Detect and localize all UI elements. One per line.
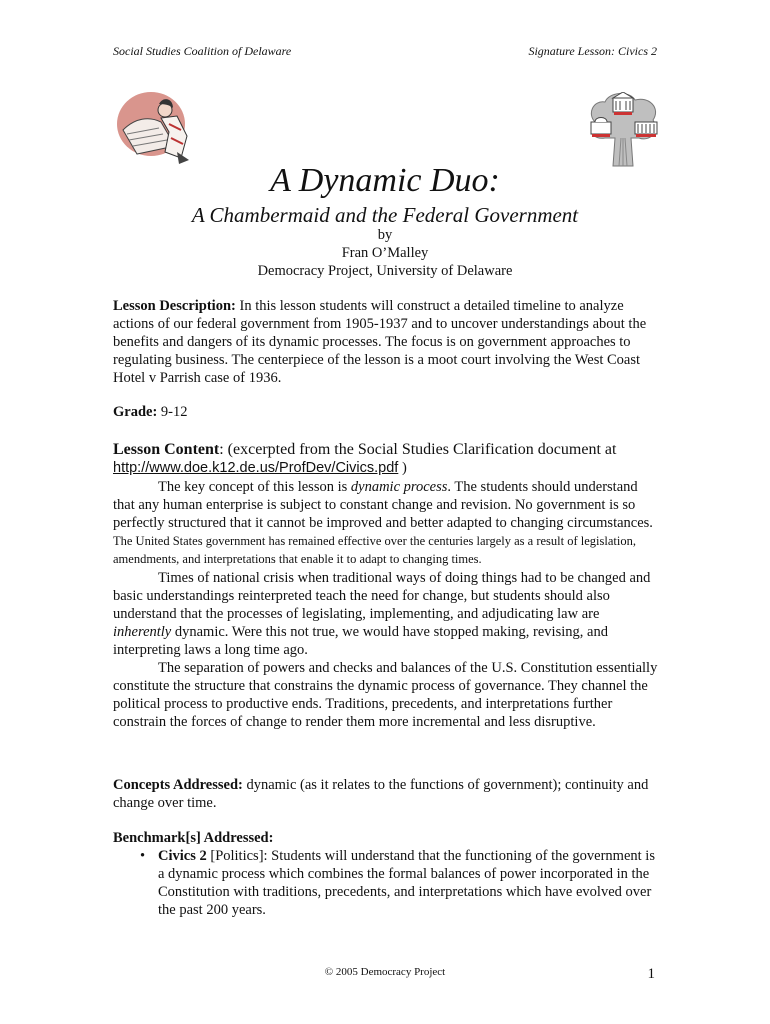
grade-value: 9-12 — [157, 404, 188, 420]
document-title: A Dynamic Duo: — [270, 162, 500, 199]
lesson-content — [113, 440, 661, 731]
running-header-right: Signature Lesson: Civics 2 — [528, 44, 657, 58]
concepts-label: Concepts Addressed: — [113, 777, 243, 793]
document-subtitle: A Chambermaid and the Federal Government — [191, 203, 579, 227]
clarification-document-link[interactable]: http://www.doe.k12.de.us/ProfDev/Civics.pdf — [113, 460, 399, 476]
concepts-text: dynamic (as it relates to the functions of government); continuity and change over time. — [113, 777, 649, 811]
concepts-addressed — [113, 776, 661, 812]
byline-by: by — [377, 227, 393, 243]
content-paragraph-2: Times of national crisis when traditional ways of doing things had to be changed and basic understandings reinterpreted teach the need for change, but students should also understand that the processes of legislating, implementing, and adjudicating law are inherently dynamic. Were this not true, we would have stopped making, revising, and interpreting laws a long time ago. — [113, 570, 651, 658]
benchmarks-label: Benchmark[s] Addressed: — [113, 830, 274, 846]
byline-affiliation: Democracy Project, University of Delaware — [257, 263, 513, 279]
grade — [113, 403, 661, 421]
content-paragraph-3: The separation of powers and checks and balances of the U.S. Constitution essentially constitute the structure that constrains the dynamic process of governance. They channel the political process to productive ends. Traditions, precedents, and interpretations further constrain the forces of change to render them more incremental and less disruptive. — [113, 660, 658, 730]
byline-author: Fran O’Malley — [341, 245, 429, 261]
lesson-content-link-close: ) — [398, 460, 407, 476]
lesson-content-intro: : (excerpted from the Social Studies Clarification document at — [219, 441, 617, 458]
lesson-description-label: Lesson Description: — [113, 298, 236, 314]
woman-reading-illustration-icon — [115, 88, 197, 166]
benchmark-item-text: [Politics]: Students will understand that the functioning of the government is a dynamic process which combines the formal balances of power incorporated in the Constitution with traditions, precedents, and interpretations which have evolved over the past 200 years. — [158, 848, 655, 918]
bullet-icon: • — [140, 848, 146, 864]
benchmark-item-label: Civics 2 — [158, 848, 207, 864]
lesson-description-text: In this lesson students will construct a detailed timeline to analyze actions of our federal government from 1905-1937 and to uncover understandings about the benefits and dangers of its dynamic processes. The focus is on government approaches to regulating business. The centerpiece of the lesson is a moot court involving the West Coast Hotel v Parrish case of 1936. — [113, 298, 647, 386]
lesson-description — [113, 297, 661, 387]
list-item — [113, 847, 661, 919]
lesson-content-label: Lesson Content — [113, 441, 220, 458]
capitol-tree-illustration-icon — [583, 92, 663, 168]
grade-label: Grade: — [113, 404, 158, 420]
copyright-footer: © 2005 Democracy Project — [324, 966, 446, 978]
page-number: 1 — [647, 966, 655, 982]
benchmarks-addressed — [113, 829, 661, 919]
content-paragraph-1: The key concept of this lesson is dynamic process. The students should understand that any human enterprise is subject to constant change and revision. No government is so perfectly structured that it cannot be improved and better adapted to changing circumstances. The United States government has remained effective over the centuries largely as a result of legislation, amendments, and interpretations that enable it to adapt to changing times. — [113, 479, 653, 566]
running-header-left: Social Studies Coalition of Delaware — [113, 44, 292, 58]
